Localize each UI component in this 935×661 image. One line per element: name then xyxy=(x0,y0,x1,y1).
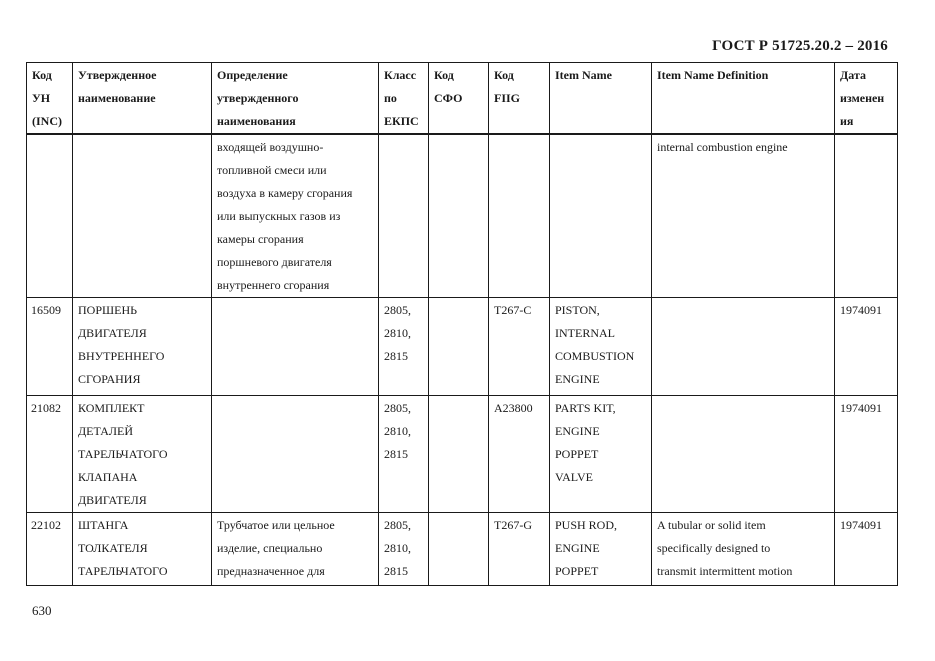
cell-approved-name xyxy=(73,298,212,396)
cell-text-line: 2810, xyxy=(384,424,411,438)
cell-text-line: или выпускных газов из xyxy=(217,209,341,223)
cell-text-line: 2815 xyxy=(384,447,408,461)
cell-text-line: ENGINE xyxy=(555,372,600,386)
cell-text-line: ДЕТАЛЕЙ xyxy=(78,424,134,438)
cell-item-definition xyxy=(652,298,835,396)
cell-code-sfo xyxy=(429,134,489,298)
cell-text-line: PISTON, xyxy=(555,303,600,317)
cell-text-line: внутреннего сгорания xyxy=(217,278,330,292)
header-approved-name: Утвержденное наименование xyxy=(73,63,212,135)
cell-approved-name xyxy=(73,396,212,513)
cell-text-line: T267-G xyxy=(494,518,532,532)
header-class-ekps: Класс по ЕКПС xyxy=(379,63,429,135)
cell-code-fiig xyxy=(489,513,550,586)
header-code-sfo: Код СФО xyxy=(429,63,489,135)
table-header-row xyxy=(27,63,898,135)
cell-text-line: INTERNAL xyxy=(555,326,615,340)
cell-text-line: ENGINE xyxy=(555,424,600,438)
cell-text-line: Трубчатое или цельное xyxy=(217,518,335,532)
cell-text-line: изделие, специально xyxy=(217,541,323,555)
cell-class-ekps xyxy=(379,298,429,396)
cell-text-line: 1974091 xyxy=(840,401,882,415)
cell-code-inc xyxy=(27,513,73,586)
document-title: ГОСТ Р 51725.20.2 – 2016 xyxy=(712,38,888,54)
cell-code-fiig xyxy=(489,134,550,298)
cell-code-inc xyxy=(27,396,73,513)
cell-text-line: ТАРЕЛЬЧАТОГО xyxy=(78,447,168,461)
cell-code-inc xyxy=(27,298,73,396)
cell-text-line: 2810, xyxy=(384,326,411,340)
cell-text-line: ДВИГАТЕЛЯ xyxy=(78,493,147,507)
header-item-name-definition: Item Name Definition xyxy=(652,63,835,135)
cell-code-sfo xyxy=(429,513,489,586)
cell-text-line: камеры сгорания xyxy=(217,232,304,246)
cell-text-line: 2805, xyxy=(384,401,411,415)
cell-code-fiig xyxy=(489,298,550,396)
cell-text-line: предназначенное для xyxy=(217,564,325,578)
cell-item-name xyxy=(550,396,652,513)
cell-text-line: входящей воздушно- xyxy=(217,140,324,154)
cell-text-line: 1974091 xyxy=(840,303,882,317)
cell-text-line: specifically designed to xyxy=(657,541,771,555)
cell-text-line: ENGINE xyxy=(555,541,600,555)
cell-text-line: 16509 xyxy=(31,303,61,317)
cell-item-name xyxy=(550,298,652,396)
cell-class-ekps xyxy=(379,134,429,298)
cell-definition xyxy=(212,134,379,298)
page-number: 630 xyxy=(32,603,52,618)
cell-text-line: ВНУТРЕННЕГО xyxy=(78,349,165,363)
cell-change-date xyxy=(835,396,898,513)
cell-item-definition xyxy=(652,396,835,513)
table-row xyxy=(27,396,898,513)
cell-text-line: 1974091 xyxy=(840,518,882,532)
cell-change-date xyxy=(835,513,898,586)
cell-definition xyxy=(212,396,379,513)
cell-text-line: A23800 xyxy=(494,401,533,415)
table-row xyxy=(27,513,898,586)
cell-text-line: 2805, xyxy=(384,303,411,317)
cell-text-line: 2815 xyxy=(384,349,408,363)
cell-text-line: ТАРЕЛЬЧАТОГО xyxy=(78,564,168,578)
cell-change-date xyxy=(835,134,898,298)
cell-text-line: КЛАПАНА xyxy=(78,470,138,484)
cell-text-line: ДВИГАТЕЛЯ xyxy=(78,326,147,340)
cell-item-name xyxy=(550,513,652,586)
cell-approved-name xyxy=(73,134,212,298)
cell-definition xyxy=(212,298,379,396)
header-code-inc: Код УН (INC) xyxy=(27,63,73,135)
cell-text-line: 21082 xyxy=(31,401,61,415)
cell-text-line: топливной смеси или xyxy=(217,163,327,177)
header-change-date: Дата изменен ия xyxy=(835,63,898,135)
catalog-table xyxy=(26,62,898,586)
cell-text-line: КОМПЛЕКТ xyxy=(78,401,145,415)
cell-approved-name xyxy=(73,513,212,586)
cell-text-line: ПОРШЕНЬ xyxy=(78,303,137,317)
cell-text-line: T267-C xyxy=(494,303,532,317)
cell-text-line: PARTS KIT, xyxy=(555,401,616,415)
cell-code-sfo xyxy=(429,396,489,513)
cell-item-definition xyxy=(652,513,835,586)
cell-class-ekps xyxy=(379,396,429,513)
cell-text-line: СГОРАНИЯ xyxy=(78,372,141,386)
cell-text-line: internal combustion engine xyxy=(657,140,788,154)
cell-text-line: 22102 xyxy=(31,518,61,532)
cell-text-line: PUSH ROD, xyxy=(555,518,618,532)
cell-class-ekps xyxy=(379,513,429,586)
table-row xyxy=(27,298,898,396)
cell-text-line: COMBUSTION xyxy=(555,349,635,363)
table-body xyxy=(27,134,898,586)
cell-change-date xyxy=(835,298,898,396)
cell-text-line: 2810, xyxy=(384,541,411,555)
cell-text-line: POPPET xyxy=(555,447,599,461)
cell-text-line: воздуха в камеру сгорания xyxy=(217,186,353,200)
cell-item-definition xyxy=(652,134,835,298)
table-row xyxy=(27,134,898,298)
cell-text-line: 2815 xyxy=(384,564,408,578)
cell-text-line: VALVE xyxy=(555,470,594,484)
cell-text-line: ТОЛКАТЕЛЯ xyxy=(78,541,148,555)
cell-text-line: transmit intermittent motion xyxy=(657,564,793,578)
cell-item-name xyxy=(550,134,652,298)
cell-code-sfo xyxy=(429,298,489,396)
cell-code-fiig xyxy=(489,396,550,513)
header-code-fiig: Код FIIG xyxy=(489,63,550,135)
cell-text-line: поршневого двигателя xyxy=(217,255,332,269)
header-definition: Определение утвержденного наименования xyxy=(212,63,379,135)
cell-code-inc xyxy=(27,134,73,298)
header-item-name: Item Name xyxy=(550,63,652,135)
cell-text-line: A tubular or solid item xyxy=(657,518,766,532)
cell-definition xyxy=(212,513,379,586)
cell-text-line: 2805, xyxy=(384,518,411,532)
cell-text-line: ШТАНГА xyxy=(78,518,129,532)
cell-text-line: POPPET xyxy=(555,564,599,578)
